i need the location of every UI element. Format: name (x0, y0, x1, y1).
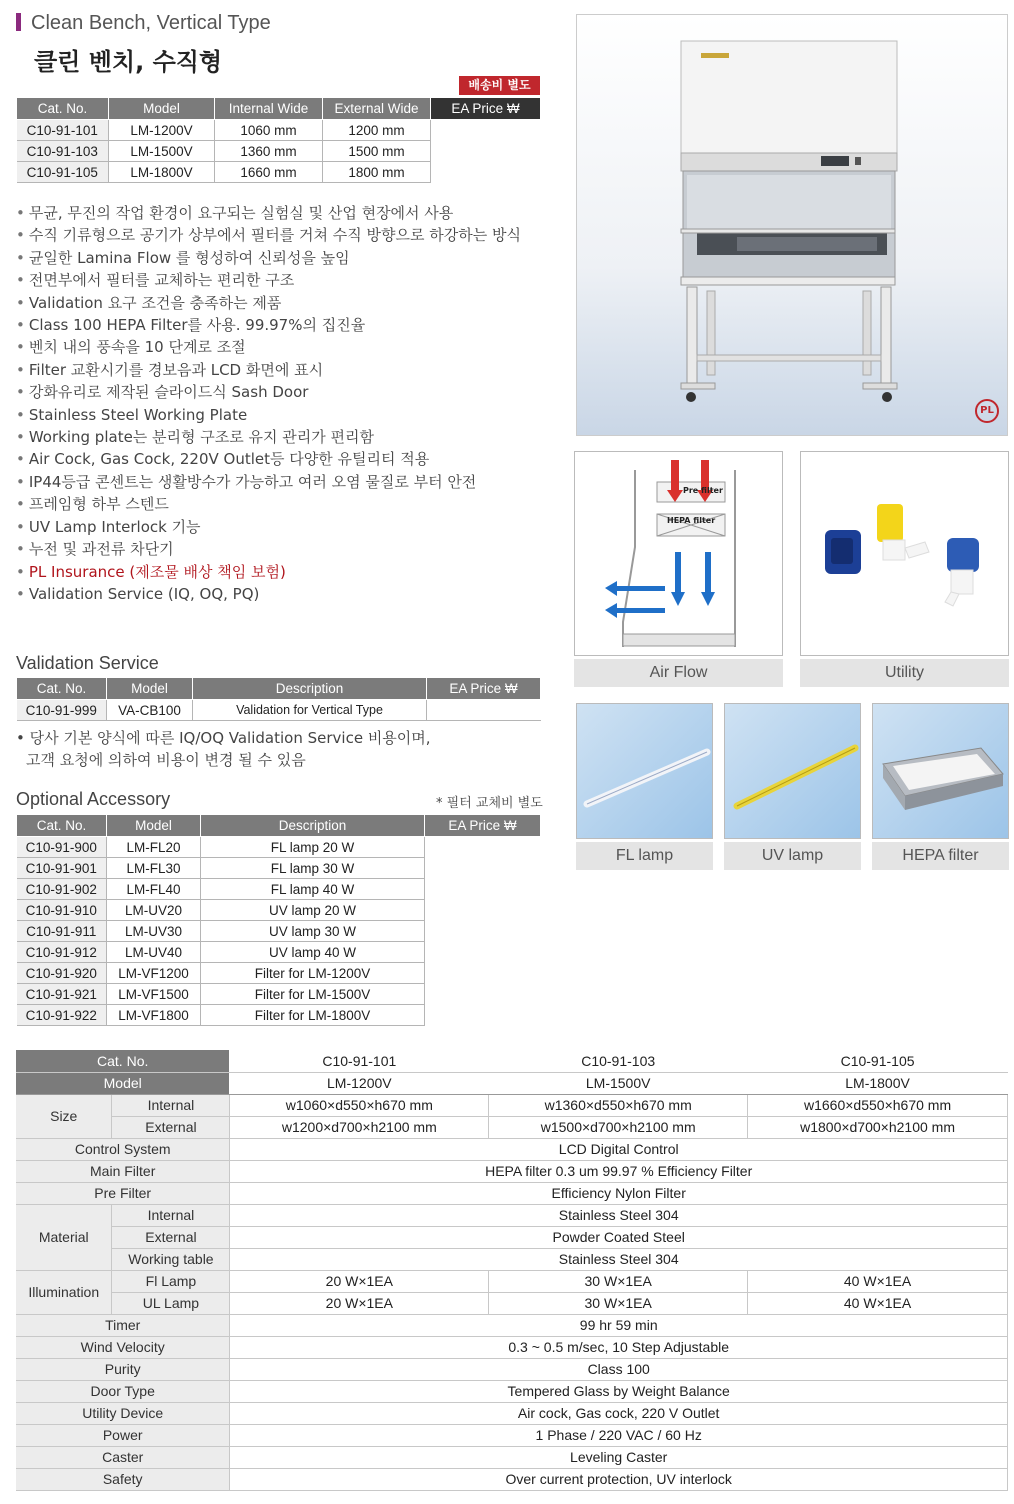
hepa-filter-photo (872, 703, 1009, 839)
utility-illustration (801, 452, 1009, 656)
uv-lamp-caption: UV lamp (724, 842, 861, 870)
uv-lamp-photo (724, 703, 861, 839)
cell-price (425, 837, 541, 858)
spec-model-label: Model (16, 1072, 230, 1094)
cell-description: Filter for LM-1500V (201, 984, 425, 1005)
table-row (17, 700, 541, 721)
cell-cat-no: C10-91-105 (17, 162, 109, 183)
cell-price (425, 942, 541, 963)
table-row (17, 858, 541, 879)
cell-cat-no: C10-91-101 (17, 120, 109, 141)
spec-cell: Over current protection, UV interlock (230, 1468, 1008, 1490)
page-title-ko: 클린 벤치, 수직형 (34, 48, 223, 76)
spec-cell: 40 W×1EA (748, 1292, 1008, 1314)
table-row (16, 1446, 1008, 1468)
list-item: • 강화유리로 제작된 슬라이드식 Sash Door (16, 381, 521, 403)
list-item: • 프레임형 하부 스텐드 (16, 493, 521, 515)
col-ea-price: EA Price ₩ (431, 98, 541, 120)
spec-material-label: Material (16, 1204, 112, 1270)
spec-label: Timer (16, 1314, 230, 1336)
spec-model-1: LM-1200V (230, 1072, 489, 1094)
spec-cell: 30 W×1EA (489, 1292, 748, 1314)
list-item: • 무균, 무진의 작업 환경이 요구되는 실험실 및 산업 현장에서 사용 (16, 202, 521, 224)
cell-internal: 1060 mm (215, 120, 323, 141)
spec-model-2: LM-1500V (489, 1072, 748, 1094)
spec-cell: w1500×d700×h2100 mm (489, 1116, 748, 1138)
cell-price (431, 141, 541, 162)
table-row (17, 963, 541, 984)
list-item: • Working plate는 분리형 구조로 유지 관리가 편리함 (16, 426, 521, 448)
cell-description: FL lamp 40 W (201, 879, 425, 900)
table-row (17, 879, 541, 900)
spec-cell: Efficiency Nylon Filter (230, 1182, 1008, 1204)
cell-external: 1500 mm (323, 141, 431, 162)
cell-price (425, 879, 541, 900)
cell-model: LM-UV30 (107, 921, 201, 942)
cell-model: LM-1500V (109, 141, 215, 162)
table-row (17, 900, 541, 921)
cell-internal: 1360 mm (215, 141, 323, 162)
table-row (16, 1380, 1008, 1402)
cell-price (431, 162, 541, 183)
accessory-table (16, 814, 541, 1026)
list-item: • Class 100 HEPA Filter를 사용. 99.97%의 집진율 (16, 314, 521, 336)
table-row (16, 1402, 1008, 1424)
spec-cell: 0.3 ~ 0.5 m/sec, 10 Step Adjustable (230, 1336, 1008, 1358)
cell-description: UV lamp 20 W (201, 900, 425, 921)
cell-cat-no: C10-91-922 (17, 1005, 107, 1026)
list-item: • 수직 기류형으로 공기가 상부에서 필터를 거쳐 수직 방향으로 하강하는 방식 (16, 224, 521, 246)
cell-cat-no: C10-91-921 (17, 984, 107, 1005)
table-row (17, 921, 541, 942)
spec-internal-label: Internal (112, 1094, 230, 1116)
validation-note-line2: 고객 요청에 의하여 비용이 변경 될 수 있음 (26, 751, 306, 769)
spec-cat-3: C10-91-105 (748, 1050, 1008, 1072)
table-row (17, 942, 541, 963)
spec-cell: w1360×d550×h670 mm (489, 1094, 748, 1116)
col-internal-wide: Internal Wide (215, 98, 323, 120)
spec-cell: 1 Phase / 220 VAC / 60 Hz (230, 1424, 1008, 1446)
col-ea-price: EA Price ₩ (425, 815, 541, 837)
table-row (16, 1226, 1008, 1248)
cell-model: LM-UV40 (107, 942, 201, 963)
cell-price (425, 963, 541, 984)
spec-cell: w1200×d700×h2100 mm (230, 1116, 489, 1138)
spec-label: Main Filter (16, 1160, 230, 1182)
list-item: • 균일한 Lamina Flow 를 형성하여 신뢰성을 높임 (16, 247, 521, 269)
cell-cat-no: C10-91-900 (17, 837, 107, 858)
cell-model: LM-1200V (109, 120, 215, 141)
list-item: • Filter 교환시기를 경보음과 LCD 화면에 표시 (16, 359, 521, 381)
spec-label: Caster (16, 1446, 230, 1468)
col-model: Model (107, 678, 193, 700)
spec-cell: 40 W×1EA (748, 1270, 1008, 1292)
table-row (16, 1336, 1008, 1358)
cell-cat-no: C10-91-999 (17, 700, 107, 721)
spec-cat-label: Cat. No. (16, 1050, 230, 1072)
utility-caption: Utility (800, 659, 1009, 687)
table-row (17, 837, 541, 858)
cell-cat-no: C10-91-902 (17, 879, 107, 900)
col-model: Model (107, 815, 201, 837)
cell-cat-no: C10-91-103 (17, 141, 109, 162)
table-row (17, 1005, 541, 1026)
cell-internal: 1660 mm (215, 162, 323, 183)
spec-cat-2: C10-91-103 (489, 1050, 748, 1072)
airflow-illustration (575, 452, 783, 656)
col-external-wide: External Wide (323, 98, 431, 120)
hepa-filter-caption: HEPA filter (872, 842, 1009, 870)
cell-model: LM-UV20 (107, 900, 201, 921)
table-row (17, 984, 541, 1005)
hepa-filter-illustration (873, 704, 1009, 839)
table-row (16, 1314, 1008, 1336)
spec-label: Utility Device (16, 1402, 230, 1424)
cell-description: Filter for LM-1800V (201, 1005, 425, 1026)
list-item: • 벤치 내의 풍속을 10 단계로 조절 (16, 336, 521, 358)
spec-label: Pre Filter (16, 1182, 230, 1204)
cell-model: LM-FL20 (107, 837, 201, 858)
list-item: • Air Cock, Gas Cock, 220V Outlet등 다양한 유틸리티 적용 (16, 448, 521, 470)
uv-lamp-illustration (725, 704, 861, 839)
cell-price (425, 1005, 541, 1026)
spec-label: UL Lamp (112, 1292, 230, 1314)
spec-label: Control System (16, 1138, 230, 1160)
cell-model: LM-VF1200 (107, 963, 201, 984)
accessory-title: Optional Accessory (16, 789, 171, 809)
spec-label: Safety (16, 1468, 230, 1490)
spec-label: Internal (112, 1204, 230, 1226)
cell-model: LM-VF1800 (107, 1005, 201, 1026)
list-item: • 누전 및 과전류 차단기 (16, 538, 521, 560)
clean-bench-illustration (577, 15, 1008, 436)
cell-cat-no: C10-91-912 (17, 942, 107, 963)
cell-price (425, 900, 541, 921)
col-description: Description (193, 678, 427, 700)
cell-cat-no: C10-91-901 (17, 858, 107, 879)
col-model: Model (109, 98, 215, 120)
feature-list (16, 202, 521, 605)
cell-price (431, 120, 541, 141)
spec-cell: Air cock, Gas cock, 220 V Outlet (230, 1402, 1008, 1424)
fl-lamp-illustration (577, 704, 713, 839)
table-row (16, 1204, 1008, 1226)
table-row (16, 1468, 1008, 1490)
filter-note: * 필터 교체비 별도 (436, 796, 543, 811)
airflow-caption: Air Flow (574, 659, 783, 687)
fl-lamp-photo (576, 703, 713, 839)
cell-description: UV lamp 40 W (201, 942, 425, 963)
spec-external-label: External (112, 1116, 230, 1138)
spec-cell: 20 W×1EA (230, 1270, 489, 1292)
list-item: • Validation 요구 조건을 충족하는 제품 (16, 292, 521, 314)
spec-cell: Stainless Steel 304 (230, 1204, 1008, 1226)
spec-cell: w1800×d700×h2100 mm (748, 1116, 1008, 1138)
cell-model: LM-1800V (109, 162, 215, 183)
spec-cell: 30 W×1EA (489, 1270, 748, 1292)
validation-note-line1: • 당사 기본 양식에 따른 IQ/OQ Validation Service 비용이며, (16, 729, 431, 747)
cell-price (425, 921, 541, 942)
list-item: • Validation Service (IQ, OQ, PQ) (16, 583, 521, 605)
spec-label: Fl Lamp (112, 1270, 230, 1292)
spec-cell: Leveling Caster (230, 1446, 1008, 1468)
cell-description: UV lamp 30 W (201, 921, 425, 942)
spec-label: Purity (16, 1358, 230, 1380)
cell-external: 1800 mm (323, 162, 431, 183)
shipping-badge: 배송비 별도 (459, 76, 540, 95)
list-item: • Stainless Steel Working Plate (16, 404, 521, 426)
table-row (17, 141, 541, 162)
spec-size-label: Size (16, 1094, 112, 1138)
spec-label: Door Type (16, 1380, 230, 1402)
spec-illumination-label: Illumination (16, 1270, 112, 1314)
table-row (16, 1292, 1008, 1314)
table-row (16, 1358, 1008, 1380)
col-description: Description (201, 815, 425, 837)
table-row (16, 1116, 1008, 1138)
spec-cell: 20 W×1EA (230, 1292, 489, 1314)
page-title-en: Clean Bench, Vertical Type (16, 12, 271, 35)
cell-external: 1200 mm (323, 120, 431, 141)
cell-description: FL lamp 20 W (201, 837, 425, 858)
spec-cell: Powder Coated Steel (230, 1226, 1008, 1248)
col-cat-no: Cat. No. (17, 815, 107, 837)
table-row (17, 120, 541, 141)
table-row (16, 1424, 1008, 1446)
spec-cell: HEPA filter 0.3 um 99.97 % Efficiency Filter (230, 1160, 1008, 1182)
note-text: 당사 기본 양식에 따른 IQ/OQ Validation Service 비용이며, (29, 729, 431, 747)
table-row (16, 1248, 1008, 1270)
spec-label: External (112, 1226, 230, 1248)
cell-price (427, 700, 541, 721)
product-table (16, 97, 541, 183)
list-item: • 전면부에서 필터를 교체하는 편리한 구조 (16, 269, 521, 291)
col-cat-no: Cat. No. (17, 678, 107, 700)
cell-description: Filter for LM-1200V (201, 963, 425, 984)
list-item: • PL Insurance (제조물 배상 책임 보험) (16, 561, 521, 583)
validation-table (16, 677, 541, 721)
spec-label: Working table (112, 1248, 230, 1270)
table-row (16, 1270, 1008, 1292)
hepa-filter-label: HEPA filter (667, 516, 716, 525)
table-row (16, 1160, 1008, 1182)
cell-cat-no: C10-91-920 (17, 963, 107, 984)
spec-label: Wind Velocity (16, 1336, 230, 1358)
list-item: • UV Lamp Interlock 기능 (16, 516, 521, 538)
table-row (16, 1094, 1008, 1116)
spec-cell: Class 100 (230, 1358, 1008, 1380)
col-cat-no: Cat. No. (17, 98, 109, 120)
cell-price (425, 858, 541, 879)
cell-model: VA-CB100 (107, 700, 193, 721)
spec-cell: LCD Digital Control (230, 1138, 1008, 1160)
table-row (16, 1138, 1008, 1160)
spec-cell: w1660×d550×h670 mm (748, 1094, 1008, 1116)
cell-model: LM-FL40 (107, 879, 201, 900)
spec-cell: Tempered Glass by Weight Balance (230, 1380, 1008, 1402)
cell-cat-no: C10-91-910 (17, 900, 107, 921)
table-row (17, 162, 541, 183)
spec-cell: Stainless Steel 304 (230, 1248, 1008, 1270)
pre-filter-label: Pre filter (683, 486, 723, 495)
table-row (16, 1182, 1008, 1204)
spec-label: Power (16, 1424, 230, 1446)
cell-model: LM-VF1500 (107, 984, 201, 1005)
cell-cat-no: C10-91-911 (17, 921, 107, 942)
clean-bench-photo (576, 14, 1008, 436)
cell-description: FL lamp 30 W (201, 858, 425, 879)
cell-model: LM-FL30 (107, 858, 201, 879)
utility-photo (800, 451, 1009, 656)
validation-note (16, 727, 431, 771)
fl-lamp-caption: FL lamp (576, 842, 713, 870)
pl-badge: PL (975, 399, 999, 423)
spec-table (16, 1050, 1008, 1491)
cell-description: Validation for Vertical Type (193, 700, 427, 721)
cell-price (425, 984, 541, 1005)
spec-cat-1: C10-91-101 (230, 1050, 489, 1072)
col-ea-price: EA Price ₩ (427, 678, 541, 700)
spec-model-3: LM-1800V (748, 1072, 1008, 1094)
spec-cell: 99 hr 59 min (230, 1314, 1008, 1336)
list-item: • IP44등급 콘센트는 생활방수가 가능하고 여러 오염 물질로 부터 안전 (16, 471, 521, 493)
spec-cell: w1060×d550×h670 mm (230, 1094, 489, 1116)
airflow-diagram (574, 451, 783, 656)
validation-title: Validation Service (16, 653, 159, 673)
